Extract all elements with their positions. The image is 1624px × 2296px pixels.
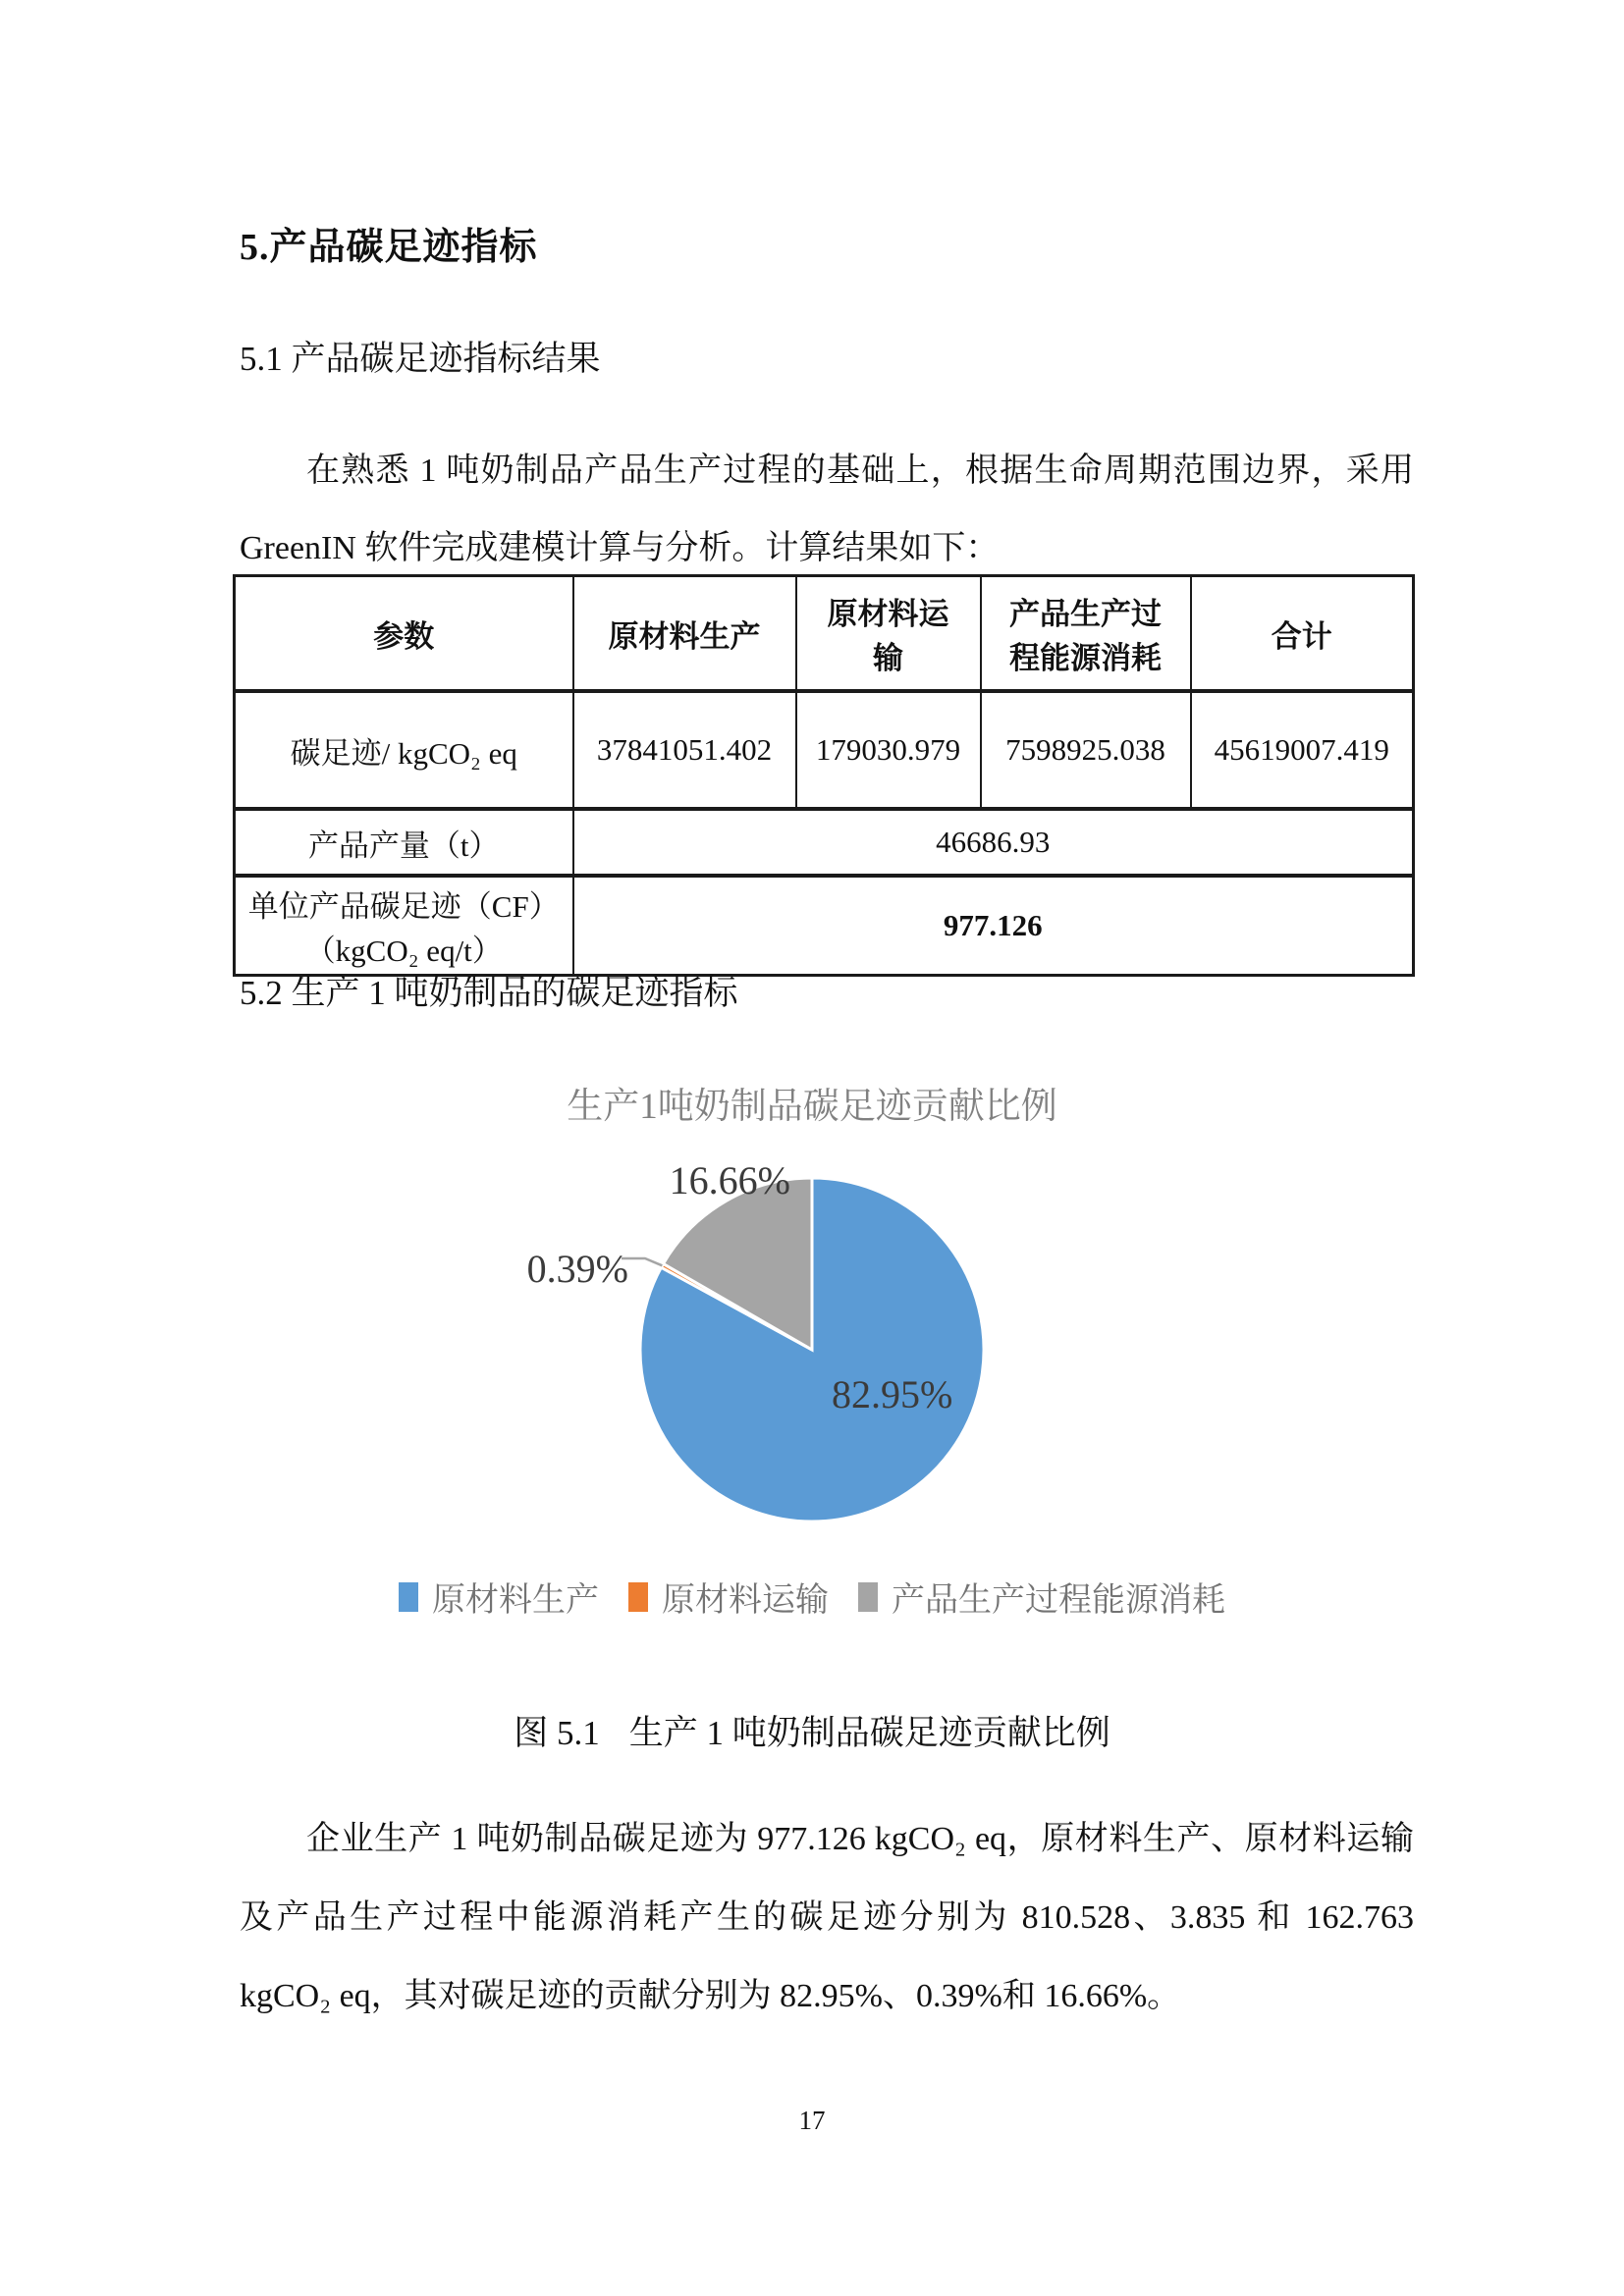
pie-chart-svg [616,1153,1008,1546]
pie-chart-plot-area [228,1153,1396,1546]
pie-label-transport: 0.39% [526,1247,628,1291]
section-heading-5-2: 5.2 生产 1 吨奶制品的碳足迹指标 [240,974,738,1012]
chart-legend [228,1573,1396,1621]
legend-label-energy: 产品生产过程能源消耗 [892,1582,1225,1619]
section-heading-5-1: 5.1 产品碳足迹指标结果 [240,340,601,378]
legend-label-transport: 原材料运输 [662,1582,829,1619]
output-value: 46686.93 [573,809,1414,876]
cf-value: 977.126 [573,876,1414,976]
footprint-value-energy: 7598925.038 [981,691,1191,809]
table-row-footprint [235,691,1414,809]
footprint-value-total: 45619007.419 [1191,691,1414,809]
intro-paragraph: 在熟悉 1 吨奶制品产品生产过程的基础上，根据生命周期范围边界，采用 GreenIN 软件完成建模计算与分析。计算结果如下： [240,453,1414,566]
output-label: 产品产量（t） [235,809,573,876]
table-row-cf [235,876,1414,976]
figure-caption-prefix: 图 5.1 [514,1714,600,1752]
conclusion-paragraph: 企业生产 1 吨奶制品碳足迹为 977.126 kgCO₂ eq，原材料生产、原材料运输及产品生产过程中能源消耗产生的碳足迹分别为 810.528、3.835 和 162.763 kgCO₂ eq，其对碳足迹的贡献分别为 82.95%、0.39%和 16.66%。 [240,1821,1414,2014]
pie-label-energy: 16.66% [669,1158,790,1202]
legend-swatch-gray-icon [858,1582,878,1612]
legend-label-production: 原材料生产 [432,1582,599,1619]
legend-swatch-blue-icon [399,1582,418,1612]
legend-swatch-orange-icon [628,1582,648,1612]
figure-caption [228,1706,1396,1755]
section-heading-main: 5.产品碳足迹指标 [240,227,538,268]
carbon-footprint-table [233,574,1415,977]
chart-title: 生产1吨奶制品碳足迹贡献比例 [567,1087,1057,1127]
legend-item-energy [858,1573,1225,1621]
footprint-label: 碳足迹/ kgCO₂ eq [235,691,573,809]
header-raw-material-production: 原材料生产 [573,576,796,692]
header-total: 合计 [1191,576,1414,692]
legend-item-production [399,1573,599,1621]
table-row-output [235,809,1414,876]
header-parameter: 参数 [235,576,573,692]
legend-item-transport [628,1573,829,1621]
cf-label-line2: （kgCO₂ eq/t） [304,934,503,968]
cf-label-line1: 单位产品碳足迹（CF） [247,889,560,924]
table-header-row [235,576,1414,692]
footprint-value-transport: 179030.979 [796,691,981,809]
page-number: 17 [798,2106,826,2135]
header-raw-material-transport: 原材料运输 [796,576,981,692]
pie-label-production: 82.95% [832,1372,953,1416]
header-process-energy: 产品生产过程能源消耗 [981,576,1191,692]
figure-caption-text: 生产 1 吨奶制品碳足迹贡献比例 [628,1714,1110,1752]
cf-label [235,876,573,976]
footprint-value-production: 37841051.402 [573,691,796,809]
